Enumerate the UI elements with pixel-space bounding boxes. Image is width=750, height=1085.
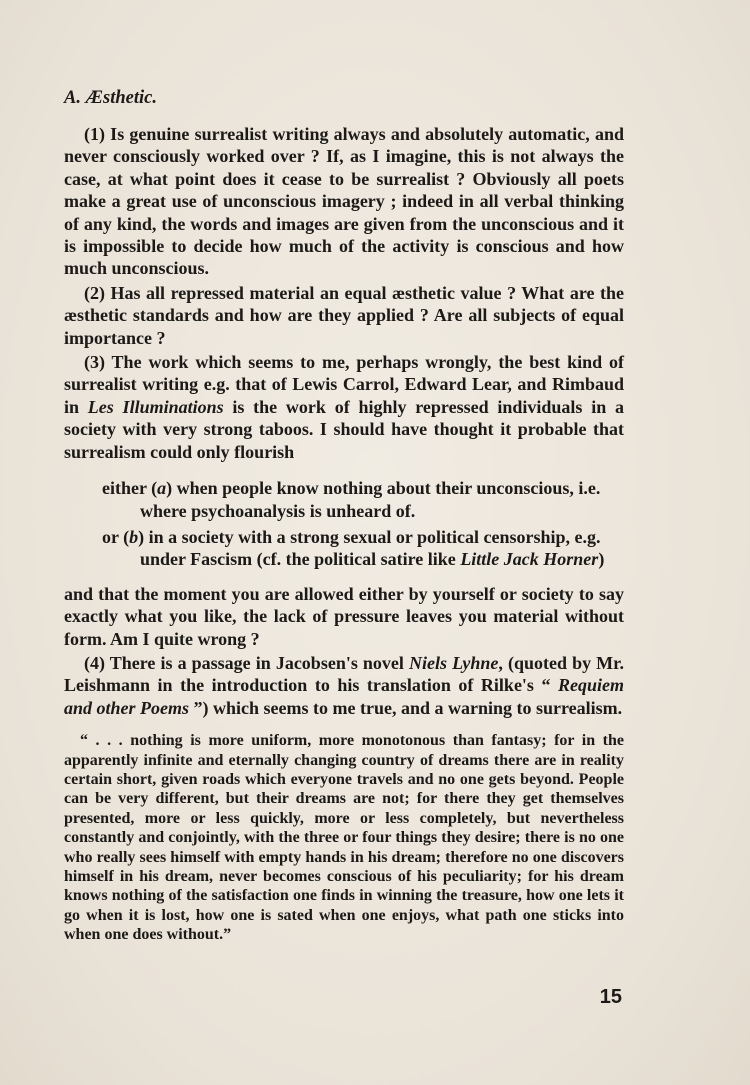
list-item-b-letter: b: [129, 526, 139, 547]
paragraph-4-title-2: Requiem and other Poems: [64, 675, 624, 718]
list-item-b-title: Little Jack Horner: [460, 549, 599, 570]
paragraph-4: [64, 652, 624, 719]
section-heading: A. Æsthetic.: [64, 88, 158, 108]
list-item-b-prefix: or (: [102, 526, 130, 547]
page-content: [64, 88, 624, 945]
list-item-b: [64, 526, 624, 571]
paragraph-3-continued: and that the moment you are allowed either by yourself or society to say exactly what you like, the lack of pressure leaves you material without form. Am I quite wrong ?: [64, 583, 624, 649]
paragraph-4-text-c: ”) which seems to me true, and a warning to surrealism.: [189, 697, 623, 718]
paragraph-3-title: Les Illuminations: [87, 396, 224, 417]
paragraph-4-text-b: , (quoted by Mr. Leishmann in the introduction to his translation of Rilke's “: [64, 652, 624, 696]
list-item-b-suffix: ): [598, 549, 605, 570]
paragraph-4-title-1: Niels Lyhne: [409, 652, 499, 673]
list-item-a-letter: a: [157, 478, 167, 499]
list-item-a: [64, 477, 624, 522]
paragraph-2: (2) Has all repressed material an equal æsthetic value ? What are the æsthetic standards and how are they applied ? Are all subjects of equal importance ?: [64, 282, 624, 348]
conditions-list: [64, 477, 624, 571]
block-quote: “ . . . nothing is more uniform, more monotonous than fantasy; for in the apparently infinite and eternally changing country of dreams there are in reality certain short, given roads which everyone travels and no one gets beyond. People can be very different, but their dreams are not; for there they get themselves presented, more or less quickly, more or less completely, but nevertheless constantly and conjointly, with the three or four things they desire; there is no one who really sees himself with empty hands in his dream; therefore no one discovers himself in his dream, never becomes conscious of his peculiarity; for his dream knows nothing of the satisfaction one finds in winning the treasure, how one lets it go when it is lost, how one is sated when one enjoys, what path one sticks into when one does without.”: [64, 732, 624, 944]
paragraph-3-text-b: is the work of highly repressed individuals in a society with very strong taboos. I should have thought it probable that surrealism could only flourish: [64, 396, 624, 462]
list-item-b-text: ) in a society with a strong sexual or political censorship, e.g. under Fascism (cf. the political satire like: [138, 526, 601, 570]
paragraph-4-text-a: (4) There is a passage in Jacobsen's novel: [84, 652, 409, 673]
page-number: 15: [599, 986, 622, 1008]
paragraph-3: [64, 351, 624, 463]
paragraph-3-text-a: (3) The work which seems to me, perhaps wrongly, the best kind of surrealist writing e.g. that of Lewis Carrol, Edward Lear, and Rimbaud in: [64, 352, 624, 417]
list-item-a-prefix: either (: [102, 478, 158, 499]
paragraph-1: (1) Is genuine surrealist writing always and absolutely automatic, and never consciously worked over ? If, as I imagine, this is not always the case, at what point does it cease to be surrealist ? Obviously all poets make a great use of unconscious imagery ; indeed in all verbal thinking of any kind, the words and images are given from the unconscious and it is impossible to decide how much of the activity is conscious and how much unconscious.: [64, 124, 624, 279]
list-item-a-text: ) when people know nothing about their unconscious, i.e. where psychoanalysis is unheard of.: [140, 478, 601, 521]
